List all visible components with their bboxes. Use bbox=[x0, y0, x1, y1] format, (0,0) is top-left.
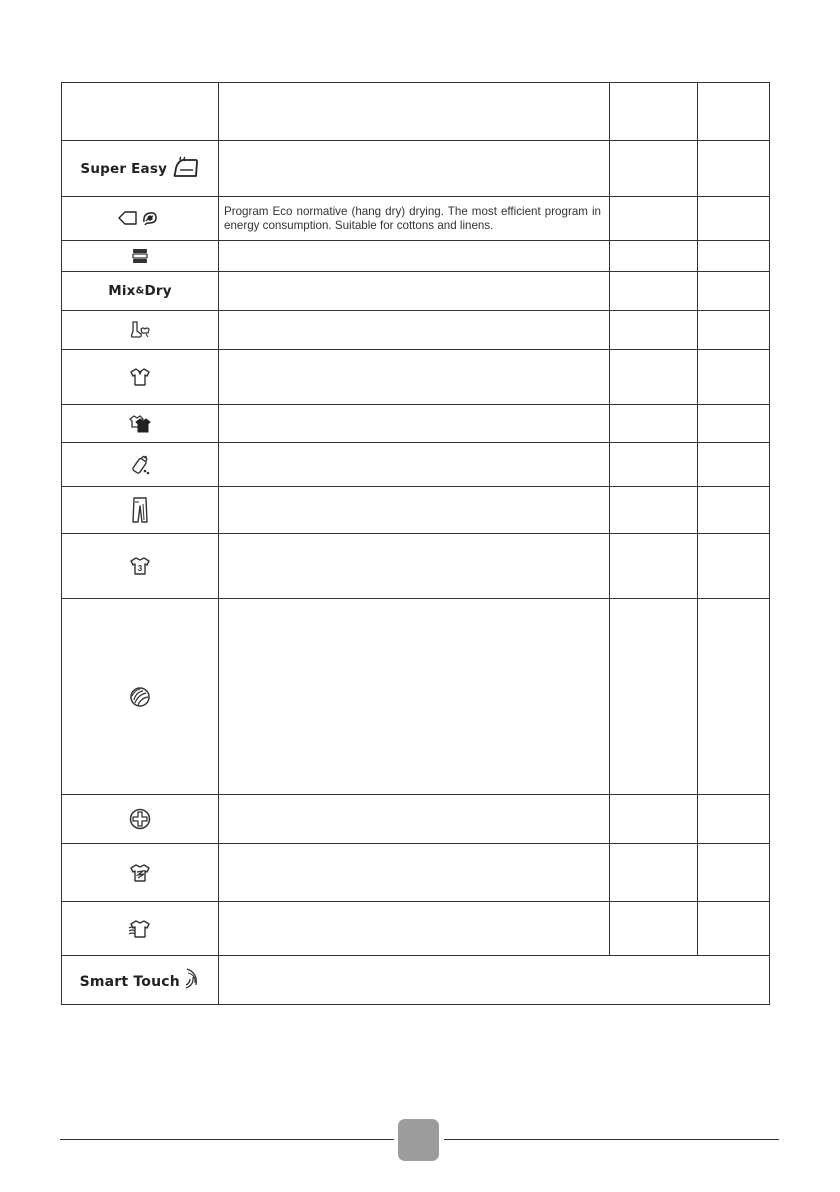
value-cell bbox=[698, 141, 770, 197]
value-cell bbox=[610, 534, 698, 599]
table-row bbox=[62, 599, 770, 795]
program-icon-cell bbox=[62, 405, 219, 443]
description-cell bbox=[219, 599, 610, 795]
program-icon-cell bbox=[62, 141, 219, 197]
smart-touch-nfc-icon bbox=[184, 967, 200, 989]
table-row bbox=[62, 405, 770, 443]
description-cell bbox=[219, 405, 610, 443]
table-row bbox=[62, 350, 770, 405]
description-cell: Program Eco normative (hang dry) drying. The most efficient program in energy consumption. Suitable for cottons and linens. bbox=[219, 197, 610, 241]
value-cell bbox=[698, 844, 770, 902]
program-icon-cell bbox=[62, 272, 219, 311]
shirt-icon bbox=[129, 367, 151, 387]
program-icon-cell bbox=[62, 902, 219, 956]
baby-bottle-icon bbox=[129, 453, 151, 477]
table-row bbox=[62, 272, 770, 311]
value-cell bbox=[698, 487, 770, 534]
program-icon-cell bbox=[62, 795, 219, 844]
page-number-tab bbox=[398, 1119, 439, 1161]
anti-crease-shirt-icon bbox=[129, 863, 151, 883]
smart-touch-icon-cell bbox=[62, 956, 219, 1005]
value-cell bbox=[610, 902, 698, 956]
value-cell bbox=[610, 241, 698, 272]
description-cell bbox=[219, 350, 610, 405]
program-icon-cell bbox=[62, 350, 219, 405]
super-easy-iron-icon bbox=[172, 156, 200, 182]
smart-touch-row bbox=[62, 956, 770, 1005]
description-cell bbox=[219, 241, 610, 272]
value-cell bbox=[610, 844, 698, 902]
dark-garments-icon bbox=[128, 414, 152, 434]
footer-rule-left bbox=[60, 1139, 394, 1140]
program-icon-cell bbox=[62, 311, 219, 350]
program-icon-cell bbox=[62, 599, 219, 795]
table-row bbox=[62, 197, 770, 241]
description-cell bbox=[219, 311, 610, 350]
header-description-cell bbox=[219, 83, 610, 141]
super-easy-label: Super Easy bbox=[80, 160, 168, 177]
value-cell bbox=[610, 443, 698, 487]
description-cell bbox=[219, 443, 610, 487]
bedding-stack-icon bbox=[130, 247, 150, 265]
svg-text:3: 3 bbox=[137, 564, 143, 573]
value-cell bbox=[610, 311, 698, 350]
refresh-shirt-icon bbox=[128, 919, 152, 939]
value-cell bbox=[610, 405, 698, 443]
header-col3-cell bbox=[610, 83, 698, 141]
description-cell bbox=[219, 534, 610, 599]
value-cell bbox=[698, 350, 770, 405]
small-items-socks-icon bbox=[128, 320, 152, 340]
description-cell bbox=[219, 844, 610, 902]
value-cell bbox=[610, 141, 698, 197]
jeans-icon bbox=[131, 496, 149, 524]
description-cell bbox=[219, 795, 610, 844]
program-icon-cell bbox=[62, 534, 219, 599]
value-cell bbox=[698, 599, 770, 795]
table-row bbox=[62, 902, 770, 956]
description-cell bbox=[219, 487, 610, 534]
value-cell bbox=[698, 241, 770, 272]
value-cell bbox=[698, 311, 770, 350]
program-table bbox=[61, 82, 770, 1005]
description-cell bbox=[219, 141, 610, 197]
value-cell bbox=[698, 405, 770, 443]
value-cell bbox=[698, 795, 770, 844]
footer-rule-right bbox=[444, 1139, 779, 1140]
value-cell bbox=[610, 795, 698, 844]
mix-and-dry-text-icon: Mix&Dry bbox=[108, 282, 172, 299]
shirt-3-icon bbox=[129, 556, 151, 576]
table-row bbox=[62, 534, 770, 599]
value-cell bbox=[610, 487, 698, 534]
table-row bbox=[62, 844, 770, 902]
program-icon-cell bbox=[62, 197, 219, 241]
hygiene-cross-icon bbox=[128, 807, 152, 831]
wool-ball-icon bbox=[128, 685, 152, 709]
value-cell bbox=[698, 197, 770, 241]
value-cell bbox=[610, 197, 698, 241]
table-row bbox=[62, 443, 770, 487]
header-col4-cell bbox=[698, 83, 770, 141]
table-row bbox=[62, 795, 770, 844]
value-cell bbox=[698, 443, 770, 487]
value-cell bbox=[698, 272, 770, 311]
value-cell bbox=[698, 902, 770, 956]
smart-touch-label: Smart Touch bbox=[79, 973, 180, 990]
value-cell bbox=[610, 272, 698, 311]
table-row bbox=[62, 487, 770, 534]
header-program-cell bbox=[62, 83, 219, 141]
eco-hang-dry-icon bbox=[116, 209, 164, 227]
program-icon-cell bbox=[62, 844, 219, 902]
table-row bbox=[62, 241, 770, 272]
program-icon-cell bbox=[62, 443, 219, 487]
program-icon-cell bbox=[62, 487, 219, 534]
program-icon-cell bbox=[62, 241, 219, 272]
description-cell bbox=[219, 902, 610, 956]
value-cell bbox=[610, 350, 698, 405]
value-cell bbox=[610, 599, 698, 795]
description-cell bbox=[219, 272, 610, 311]
table-row bbox=[62, 141, 770, 197]
smart-touch-description-cell bbox=[219, 956, 770, 1005]
table-header-row bbox=[62, 83, 770, 141]
value-cell bbox=[698, 534, 770, 599]
table-row bbox=[62, 311, 770, 350]
